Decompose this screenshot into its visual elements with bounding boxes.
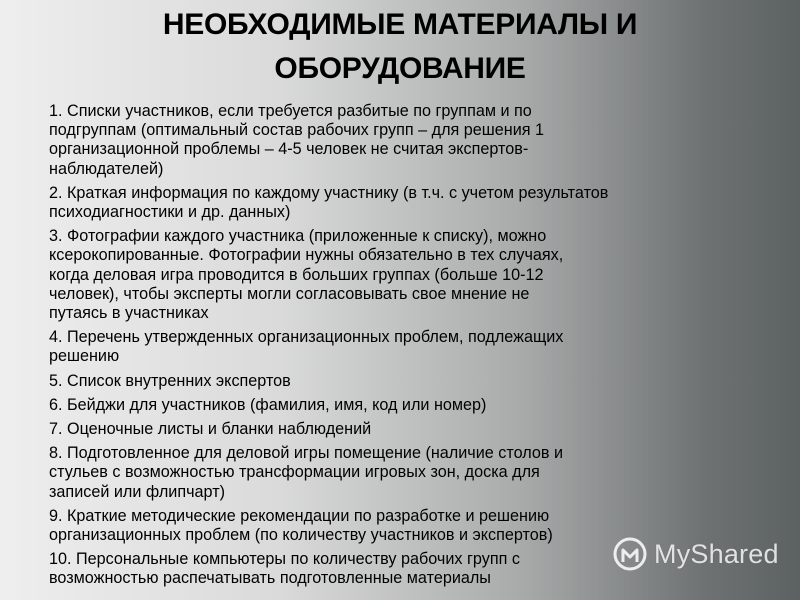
list-item bbox=[49, 102, 774, 179]
myshared-logo-icon bbox=[612, 536, 648, 572]
list-item-line: 2. Краткая информация по каждому участнику (в т.ч. с учетом результатов bbox=[49, 183, 609, 202]
list-item bbox=[49, 420, 774, 439]
slide-title bbox=[60, 3, 740, 91]
list-item-line: человек), чтобы эксперты могли согласовывать свое мнение не bbox=[49, 284, 530, 303]
list-item bbox=[49, 227, 774, 323]
list-item-line: возможностью распечатывать подготовленные материалы bbox=[49, 569, 491, 588]
list-item-line: 9. Краткие методические рекомендации по разработке и решению bbox=[49, 506, 550, 525]
list-item-line: подгруппам (оптимальный состав рабочих групп – для решения 1 bbox=[49, 121, 545, 140]
list-item-line: наблюдателей) bbox=[49, 159, 164, 178]
list-item bbox=[49, 444, 774, 502]
watermark-text: MyShared bbox=[654, 538, 779, 569]
list-item bbox=[49, 396, 774, 415]
list-item-line: 4. Перечень утвержденных организационных проблем, подлежащих bbox=[49, 328, 564, 347]
slide-title-line: НЕОБХОДИМЫЕ МАТЕРИАЛЫ И bbox=[162, 8, 638, 41]
list-item bbox=[49, 328, 774, 366]
materials-list bbox=[49, 102, 774, 594]
list-item-line: психодиагностики и др. данных) bbox=[49, 203, 291, 222]
list-item-line: организационной проблемы – 4-5 человек не считая экспертов- bbox=[49, 140, 529, 159]
list-item bbox=[49, 372, 774, 391]
list-item-line: решению bbox=[49, 347, 120, 366]
list-item-line: 10. Персональные компьютеры по количеству рабочих групп с bbox=[49, 550, 520, 569]
list-item-line: когда деловая игра проводится в больших группах (больше 10-12 bbox=[49, 265, 544, 284]
list-item-line: 3. Фотографии каждого участника (приложенные к списку), можно bbox=[49, 227, 547, 246]
list-item bbox=[49, 184, 774, 222]
list-item-line: 1. Списки участников, если требуется разбитые по группам и по bbox=[49, 102, 532, 120]
list-item-line: 8. Подготовленное для деловой игры помещение (наличие столов и bbox=[49, 444, 564, 463]
list-item-line: путаясь в участниках bbox=[49, 304, 209, 323]
list-item-line: ксерокопированные. Фотографии нужны обязательно в тех случаях, bbox=[49, 246, 564, 265]
list-item-line: 6. Бейджи для участников (фамилия, имя, код или номер) bbox=[49, 395, 487, 414]
list-item-line: 5. Список внутренних экспертов bbox=[49, 371, 291, 390]
list-item-line: стульев с возможностью трансформации игровых зон, доска для bbox=[49, 463, 540, 482]
list-item-line: записей или флипчарт) bbox=[49, 482, 225, 501]
list-item-line: организационных проблем (по количеству участников и экспертов) bbox=[49, 526, 553, 545]
slide-title-line: ОБОРУДОВАНИЕ bbox=[274, 52, 526, 85]
myshared-watermark bbox=[612, 534, 779, 574]
list-item-line: 7. Оценочные листы и бланки наблюдений bbox=[49, 420, 372, 439]
